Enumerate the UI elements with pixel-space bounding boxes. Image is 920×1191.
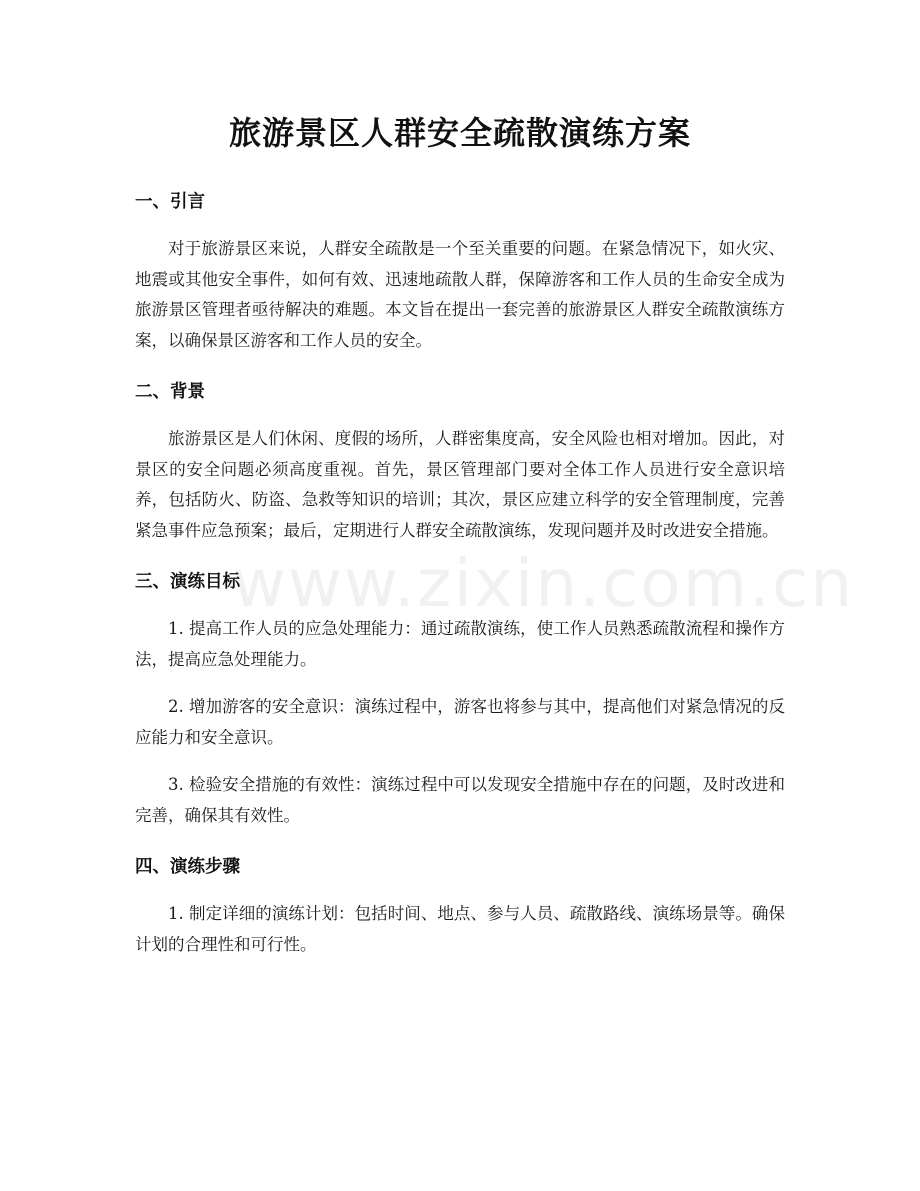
document-body [135, 183, 785, 960]
section-introduction [135, 183, 785, 356]
watermark: www.zixin.com.cn [232, 545, 855, 622]
section-heading: 三、演练目标 [135, 572, 240, 592]
list-item: 1. 制定详细的演练计划：包括时间、地点、参与人员、疏散路线、演练场景等。确保计划的合理性和可行性。 [135, 904, 785, 954]
paragraph: 旅游景区是人们休闲、度假的场所，人群密集度高，安全风险也相对增加。因此，对景区的安全问题必须高度重视。首先，景区管理部门要对全体工作人员进行安全意识培养，包括防火、防盗、急救等知识的培训；其次，景区应建立科学的安全管理制度，完善紧急事件应急预案；最后，定期进行人群安全疏散演练，发现问题并及时改进安全措施。 [135, 429, 785, 540]
list-item: 1. 提高工作人员的应急处理能力：通过疏散演练，使工作人员熟悉疏散流程和操作方法，提高应急处理能力。 [135, 619, 785, 669]
section-drill-steps [135, 848, 785, 960]
list-item: 3. 检验安全措施的有效性：演练过程中可以发现安全措施中存在的问题，及时改进和完善，确保其有效性。 [135, 775, 785, 825]
document-title: 旅游景区人群安全疏散演练方案 [228, 114, 691, 152]
section-background [135, 373, 785, 546]
section-heading: 二、背景 [135, 382, 205, 402]
section-heading: 四、演练步骤 [135, 857, 240, 877]
paragraph: 对于旅游景区来说，人群安全疏散是一个至关重要的问题。在紧急情况下，如火灾、地震或其他安全事件，如何有效、迅速地疏散人群，保障游客和工作人员的生命安全成为旅游景区管理者亟待解决的难题。本文旨在提出一套完善的旅游景区人群安全疏散演练方案，以确保景区游客和工作人员的安全。 [135, 239, 785, 350]
section-drill-goals [135, 563, 785, 831]
list-item: 2. 增加游客的安全意识：演练过程中，游客也将参与其中，提高他们对紧急情况的反应能力和安全意识。 [135, 697, 785, 747]
section-heading: 一、引言 [135, 192, 205, 212]
